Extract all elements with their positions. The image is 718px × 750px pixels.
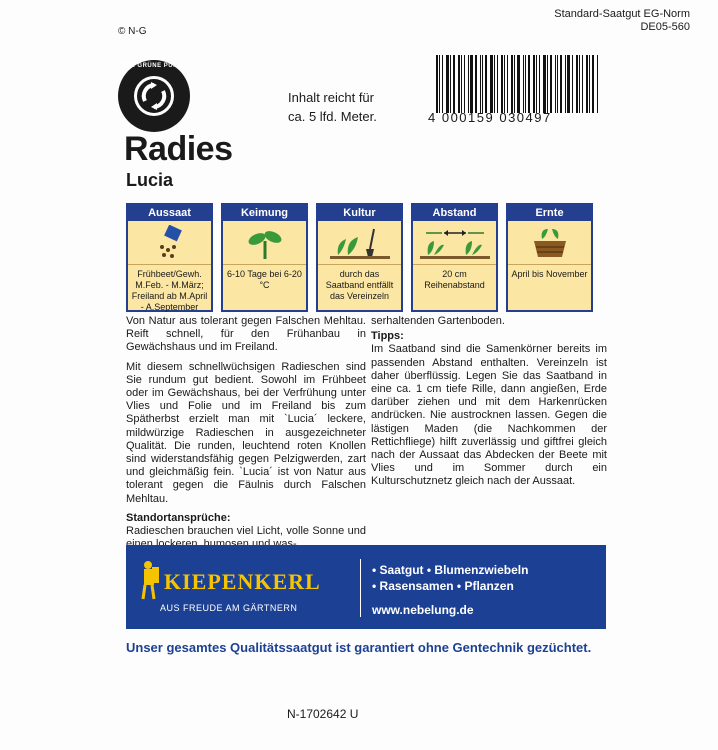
barcode-bar — [579, 55, 580, 113]
barcode-bar — [504, 55, 505, 113]
barcode-bar — [464, 55, 465, 113]
left-text-column — [126, 315, 366, 551]
barcode-bar — [458, 55, 460, 113]
article-code: N-1702642 U — [287, 707, 359, 721]
pictogram-text: Frühbeet/Gewh. M.Feb. - M.März; Freiland ab M.April - A.September — [131, 269, 208, 312]
pictogram-title: Abstand — [413, 205, 496, 221]
gruener-punkt-logo — [118, 60, 190, 132]
barcode-bar — [572, 55, 573, 113]
pictogram-ernte — [506, 203, 593, 312]
product-range-line-1: • Saatgut • Blumenzwiebeln — [372, 563, 529, 577]
seedling-icon — [223, 221, 306, 265]
brand-name: KIEPENKERL — [164, 569, 321, 594]
barcode-bar — [461, 55, 462, 113]
barcode-bar — [453, 55, 455, 113]
location-continuation: serhaltenden Gartenboden. — [371, 315, 505, 327]
barcode-bar — [482, 55, 483, 113]
barcode-bar — [543, 55, 546, 113]
seed-packet-icon — [128, 221, 211, 265]
barcode-bar — [439, 55, 440, 113]
barcode-bar — [507, 55, 508, 113]
barcode-bar — [533, 55, 535, 113]
pictogram-title: Ernte — [508, 205, 591, 221]
barcode-bar — [480, 55, 481, 113]
pictogram-title: Aussaat — [128, 205, 211, 221]
basket-icon — [508, 221, 591, 265]
pictogram-text: 6-10 Tage bei 6-20 °C — [227, 269, 302, 290]
pictogram-abstand — [411, 203, 498, 312]
barcode-bar — [497, 55, 498, 113]
barcode-bar — [514, 55, 515, 113]
barcode-bar — [557, 55, 558, 113]
product-range — [372, 562, 528, 594]
tips-text: Im Saatband sind die Samenkörner bereits im passenden Abstand enthalten. Vereinzeln ist daher überflüssig. Legen Sie das Saatband in eine ca. 1 cm tiefe Rille, dann angießen, Erde darüber ziehen und mit dem Harkenrücken andrücken. Nie austrocknen lassen. Gegen die lästigen Maden (die Nachkommen der Rettichfliege) hilft zuverlässig und giftfrei gleich nach der Aussaat das Abdecken der Beete mit Vlies und im Sommer durch ein Kulturschutznetz gleich nach der Aussaat. — [371, 343, 607, 488]
product-range-line-2: • Rasensamen • Pflanzen — [372, 579, 514, 593]
pictogram-text: durch das Saatband entfällt das Vereinzeln — [325, 269, 394, 301]
location-heading: Standortansprüche: — [126, 511, 231, 524]
barcode-bar — [490, 55, 493, 113]
barcode-bar — [565, 55, 566, 113]
barcode-bar — [468, 55, 469, 113]
intro-paragraph: Von Natur aus tolerant gegen Falschen Mehltau. Reift schnell, für den Frühanbau in Gewächshaus und im Freiland. — [126, 315, 366, 354]
barcode-bar — [470, 55, 473, 113]
barcode-bar — [485, 55, 487, 113]
website-link[interactable]: www.nebelung.de — [372, 603, 474, 617]
spacing-icon — [413, 221, 496, 265]
shovel-icon — [318, 221, 401, 265]
gmo-free-note: Unser gesamtes Qualitätssaatgut ist garantiert ohne Gentechnik gezüchtet. — [126, 640, 592, 655]
right-text-column — [371, 315, 607, 489]
kiepenkerl-mascot-icon — [138, 559, 158, 599]
barcode-bar — [567, 55, 570, 113]
norm-info — [554, 8, 690, 34]
barcode-bar — [597, 55, 598, 113]
location-text: Radieschen brauchen viel Licht, volle Sonne und — [126, 525, 366, 538]
barcode-bar — [550, 55, 552, 113]
pictogram-aussaat — [126, 203, 213, 312]
barcode-bar — [547, 55, 548, 113]
pictogram-title: Kultur — [318, 205, 401, 221]
content-info-line-2: ca. 5 lfd. Meter. — [288, 109, 377, 124]
brand-slogan: AUS FREUDE AM GÄRTNERN — [160, 603, 298, 613]
barcode-number: 4 000159 030497 — [428, 110, 552, 125]
pictogram-text: April bis November — [511, 269, 588, 279]
barcode-bar — [560, 55, 562, 113]
barcode-bar — [446, 55, 449, 113]
barcode-bar — [450, 55, 451, 113]
brand-band — [126, 545, 606, 629]
content-info — [288, 88, 377, 126]
tips-heading: Tipps: — [371, 330, 404, 343]
product-name: Radies — [124, 130, 233, 168]
barcode-bar — [576, 55, 578, 113]
barcode-bar — [523, 55, 524, 113]
barcode-bar — [528, 55, 530, 113]
logo-text: DER GRÜNE PUNKT — [121, 63, 187, 69]
pictogram-title: Keimung — [223, 205, 306, 221]
barcode — [436, 55, 606, 113]
band-divider — [360, 559, 361, 617]
norm-line-2: DE05-560 — [640, 21, 690, 33]
barcode-bar — [501, 55, 503, 113]
copyright: © N-G — [118, 26, 147, 37]
barcode-bar — [536, 55, 537, 113]
barcode-bar — [475, 55, 477, 113]
pictogram-text: 20 cm Reihenabstand — [424, 269, 485, 290]
barcode-bar — [539, 55, 540, 113]
norm-line-1: Standard-Saatgut EG-Norm — [554, 8, 690, 20]
barcode-bar — [582, 55, 583, 113]
content-info-line-1: Inhalt reicht für — [288, 90, 374, 105]
product-variety: Lucia — [126, 170, 174, 190]
pictogram-kultur — [316, 203, 403, 312]
barcode-bar — [525, 55, 526, 113]
barcode-bar — [555, 55, 556, 113]
barcode-bar — [589, 55, 590, 113]
pictogram-keimung — [221, 203, 308, 312]
barcode-bar — [511, 55, 513, 113]
barcode-bar — [442, 55, 443, 113]
barcode-bar — [592, 55, 594, 113]
barcode-bar — [436, 55, 438, 113]
barcode-bar — [494, 55, 495, 113]
description-paragraph: Mit diesem schnellwüchsigen Radieschen sind Sie rundum gut bedient. Sowohl im Frühbeet oder im Gewächshaus, bei der Verfrühung unter Vlies und Folie und im Freiland bis zum Spätherbst erzielt man mit `Lucia´ leckere, mildwürzige Radieschen in ausgezeichneter Qualität. Die runden, leuchtend roten Knollen sind widerstandsfähig gegen Pelzigwerden, zart und gleichmäßig fein. `Lucia´ ist von Natur aus tolerant gegen die Fäulnis durch Falschen Mehltau. — [126, 360, 366, 505]
barcode-bar — [586, 55, 588, 113]
barcode-bar — [517, 55, 520, 113]
recycle-arrows-icon — [134, 76, 174, 116]
